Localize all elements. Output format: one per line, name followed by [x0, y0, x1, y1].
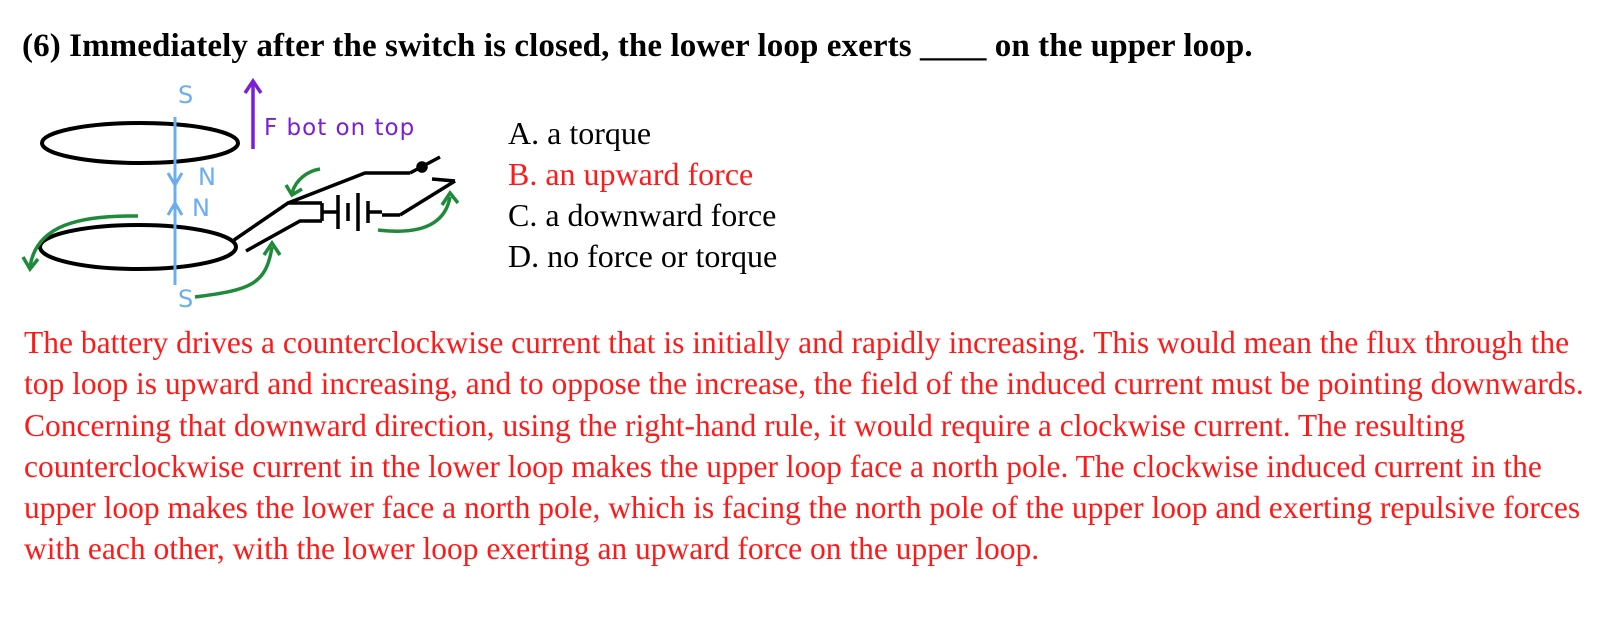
circuit-wires	[234, 173, 455, 251]
option-b[interactable]: B. an upward force	[508, 156, 754, 192]
lower-loop	[40, 225, 236, 269]
force-arrow-icon	[245, 81, 261, 149]
option-a[interactable]: A. a torque	[508, 115, 652, 151]
question-text: (6) Immediately after the switch is closed, the lower loop exerts ____ on the upper loop.	[22, 28, 1253, 64]
battery	[322, 193, 382, 231]
switch	[410, 157, 455, 181]
answer-options	[508, 113, 777, 277]
upper-pole-top: S	[178, 81, 194, 109]
lower-pole-bottom: S	[178, 285, 194, 313]
current-arrow-icons	[23, 169, 458, 297]
lower-pole-top: N	[192, 194, 210, 222]
loop-diagram	[20, 75, 490, 315]
upper-pole-bottom: N	[198, 163, 216, 191]
option-d[interactable]: D. no force or torque	[508, 238, 778, 274]
explanation-text: The battery drives a counterclockwise current that is initially and rapidly increasing. This would mean the flux through the top loop is upward and increasing, and to oppose the increase, the field of the induced current must be pointing downwards. Concerning that downward direction, using the right-hand rule, it would require a clockwise current. The resulting counterclockwise current in the lower loop makes the upper loop face a north pole. The clockwise induced current in the upper loop makes the lower face a north pole, which is facing the north pole of the upper loop and exerting repulsive forces with each other, with the lower loop exerting an upward force on the upper loop.	[24, 325, 1584, 567]
upper-loop	[42, 123, 238, 163]
force-label: F bot on top	[264, 115, 416, 141]
option-c[interactable]: C. a downward force	[508, 197, 777, 233]
